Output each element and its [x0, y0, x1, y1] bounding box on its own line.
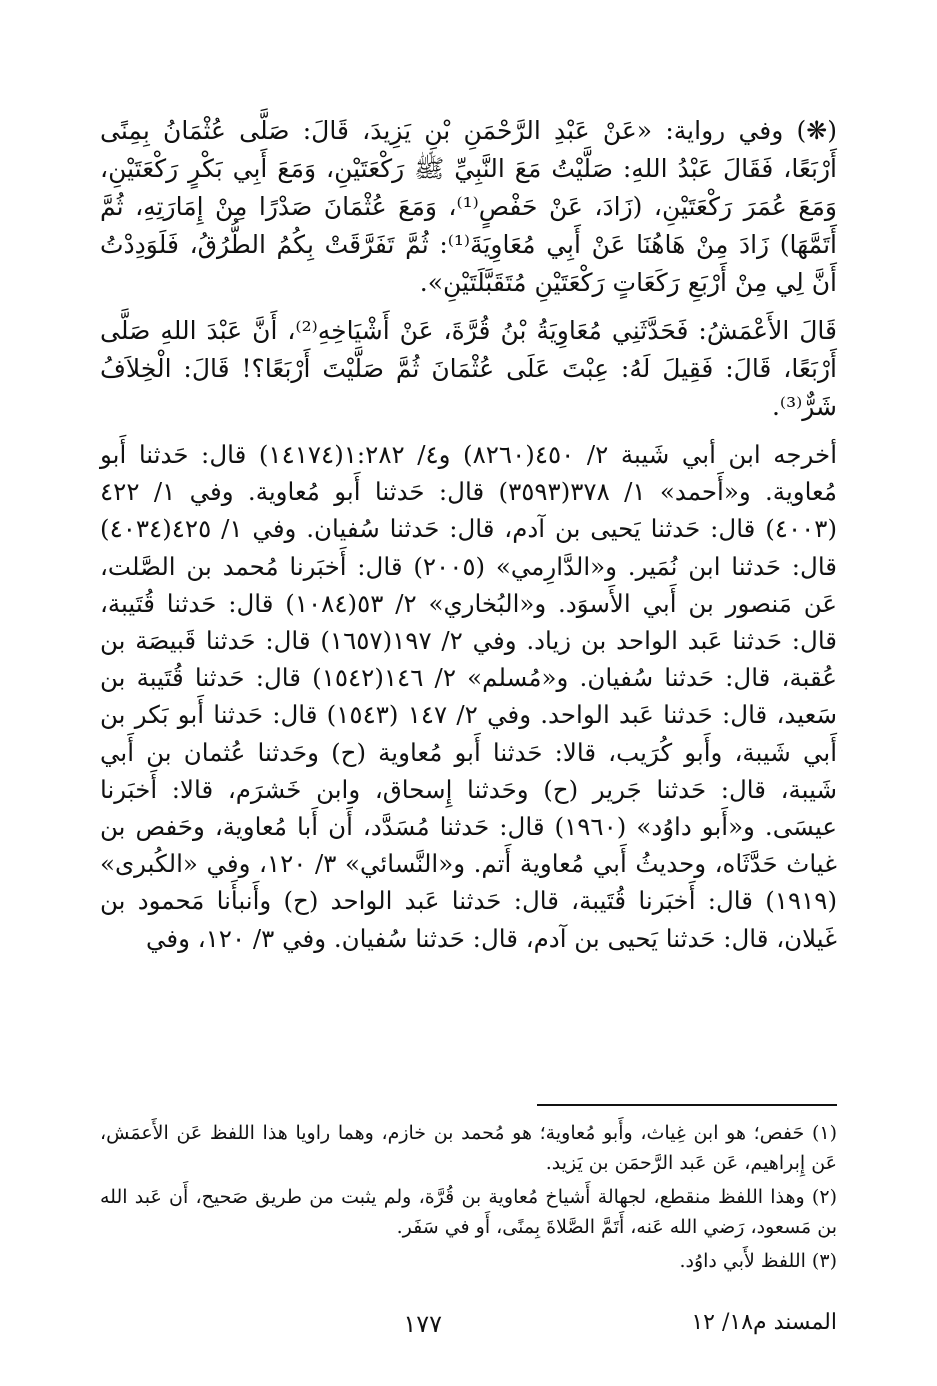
- page: [100, 112, 837, 1346]
- hadith-paragraph-2: قَالَ الأَعْمَشُ: فَحَدَّثَنِي مُعَاوِيَةُ بْنُ قُرَّةَ، عَنْ أَشْيَاخِهِ⁽²⁾، أَنَّ عَبْدَ اللهِ صَلَّى أَرْبَعًا، قَالَ: فَقِيلَ لَهُ: عِبْتَ عَلَى عُثْمَانَ ثُمَّ صَلَّيْتَ أَرْبَعًا؟! قَالَ: الْخِلاَفُ شَرٌّ⁽³⁾.: [100, 316, 837, 421]
- main-text: [100, 112, 837, 426]
- hadith-paragraph-1: (❋) وفي رواية: «عَنْ عَبْدِ الرَّحْمَنِ بْنِ يَزِيدَ، قَالَ: صَلَّى عُثْمَانُ بِمِنًى أَرْبَعًا، فَقَالَ عَبْدُ اللهِ: صَلَّيْتُ مَعَ النَّبِيِّ ﷺ رَكْعَتَيْنِ، وَمَعَ أَبِي بَكْرٍ رَكْعَتَيْنِ، وَمَعَ عُمَرَ رَكْعَتَيْنِ، (زَادَ، عَنْ حَفْصٍ⁽¹⁾، وَمَعَ عُثْمَانَ صَدْرًا مِنْ إِمَارَتِهِ، ثُمَّ أَتَمَّهَا) زَادَ مِنْ هَاهُنَا عَنْ أَبِي مُعَاوِيَةَ⁽¹⁾: ثُمَّ تَفَرَّقَتْ بِكُمُ الطُّرُقُ، فَلَوَدِدْتُ أَنَّ لِي مِنْ أَرْبَعِ رَكَعَاتٍ رَكْعَتَيْنِ مُتَقَبَّلَتَيْنِ».: [100, 116, 838, 297]
- page-number: ١٧٧: [403, 1310, 442, 1338]
- footnote-3: (٣) اللفظ لأَبي داوُد.: [679, 1250, 837, 1272]
- footnotes: [100, 1104, 837, 1280]
- takhrij-paragraph: أخرجه ابن أبي شَيبة ٢/ ٤٥٠(٨٢٦٠) و٤/ ١:٢٨٢(١٤١٧٤) قال: حَدثنا أَبو مُعاوية. و«أَحمد» ١/ ٣٧٨(٣٥٩٣) قال: حَدثنا أَبو مُعاوية. وفي ١/ ٤٢٢ (٤٠٠٣) قال: حَدثنا يَحيى بن آدم، قال: حَدثنا سُفيان. وفي ١/ ٤٢٥(٤٠٣٤) قال: حَدثنا ابن نُمَير. و«الدَّارِمي» (٢٠٠٥) قال: أَخبَرنا مُحمد بن الصَّلت، عَن مَنصور بن أَبي الأَسوَد. و«البُخاري» ٢/ ٥٣(١٠٨٤) قال: حَدثنا قُتَيبة، قال: حَدثنا عَبد الواحد بن زياد. وفي ٢/ ١٩٧(١٦٥٧) قال: حَدثنا قَبيصَة بن عُقبة، قال: حَدثنا سُفيان. و«مُسلم» ٢/ ١٤٦(١٥٤٢) قال: حَدثنا قُتَيبة بن سَعيد، قال: حَدثنا عَبد الواحد. وفي ٢/ ١٤٧ (١٥٤٣) قال: حَدثنا أَبو بَكر بن أَبي شَيبة، وأَبو كُرَيب، قالا: حَدثنا أَبو مُعاوية (ح) وحَدثنا عُثمان بن أَبي شَيبة، قال: حَدثنا جَرير (ح) وحَدثنا إِسحاق، وابن خَشرَم، قالا: أَخبَرنا عيسَى. و«أَبو داوُد» (١٩٦٠) قال: حَدثنا مُسَدَّد، أَن أَبا مُعاوية، وحَفص بن غياث حَدَّثَاه، وحديثُ أَبي مُعاوية أَتم. و«النَّسائي» ٣/ ١٢٠، وفي «الكُبرى» (١٩١٩) قال: أَخبَرنا قُتَيبة، قال: حَدثنا عَبد الواحد (ح) وأَنبأَنا مَحمود بن غَيلان، قال: حَدثنا يَحيى بن آدم، قال: حَدثنا سُفيان. وفي ٣/ ١٢٠، وفي: [100, 440, 838, 953]
- footnote-2: (٢) وهذا اللفظ منقطع، لجهالة أَشياخ مُعاوية بن قُرَّة، ولم يثبت من طريق صَحيح، أَن عَبد الله بن مَسعود، رَضي الله عَنه، أَتَمَّ الصَّلاةَ بِمنًى، أَو في سَفَر.: [100, 1186, 837, 1238]
- running-head: المسند م١٨/ ١٢: [691, 1310, 837, 1335]
- page-footer: [100, 1310, 837, 1344]
- footnote-separator: [537, 1104, 837, 1106]
- footnote-1: (١) حَفص؛ هو ابن غِياث، وأَبو مُعاوية؛ هو مُحمد بن خازم، وهما راويا هذا اللفظ عَن الأَعمَش، عَن إِبراهيم، عَن عَبد الرَّحمَن بن يَزيد.: [100, 1122, 837, 1174]
